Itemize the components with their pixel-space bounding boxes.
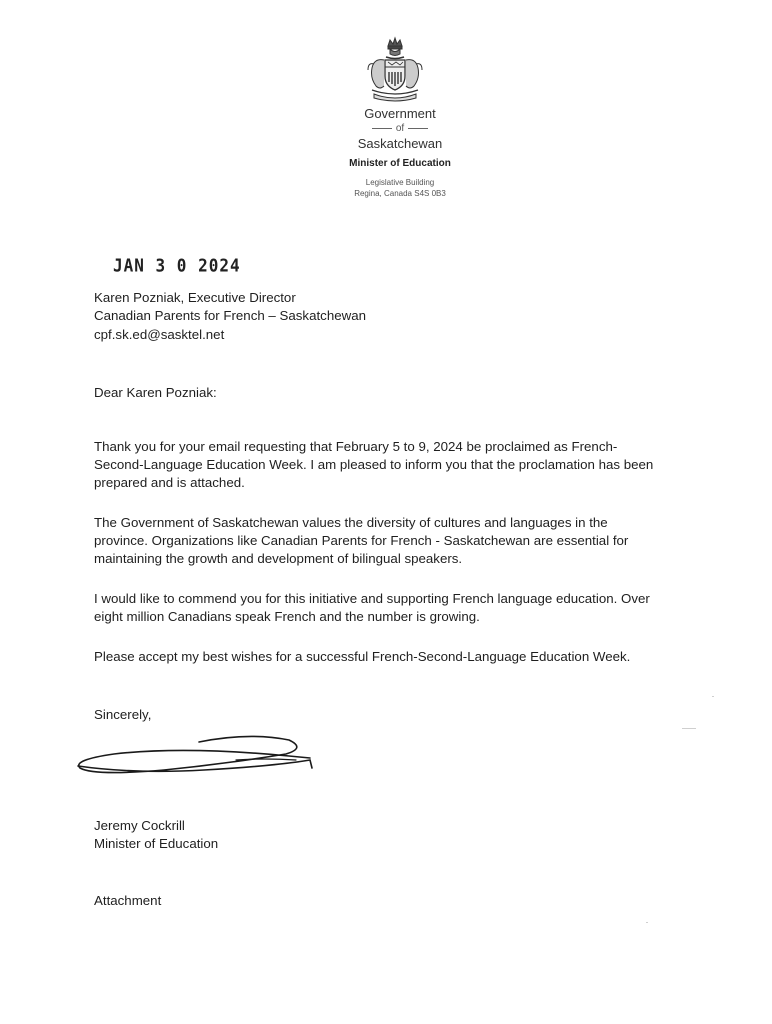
paragraph-line: eight million Canadians speak French and the number is growing. xyxy=(94,609,480,624)
paragraph-line: Please accept my best wishes for a successful French-Second-Language Education Week. xyxy=(94,649,631,664)
scan-speck xyxy=(646,922,648,923)
salutation: Dear Karen Pozniak: xyxy=(94,385,217,400)
paragraph-line: maintaining the growth and development of bilingual speakers. xyxy=(94,551,463,566)
org-of-word: of xyxy=(395,123,405,134)
recipient-organization: Canadian Parents for French – Saskatchewan xyxy=(94,308,367,323)
org-name-line1: Government xyxy=(364,106,436,121)
body-paragraph-1 xyxy=(94,438,704,492)
closing: Sincerely, xyxy=(94,707,152,722)
enclosure-note: Attachment xyxy=(94,893,162,908)
divider xyxy=(408,128,428,129)
department-name: Minister of Education xyxy=(349,158,451,169)
paragraph-line: Thank you for your email requesting that February 5 to 9, 2024 be proclaimed as French- xyxy=(94,439,618,454)
divider xyxy=(372,128,392,129)
scan-speck xyxy=(682,728,696,729)
address-line1: Legislative Building xyxy=(365,178,435,187)
body-paragraph-3 xyxy=(94,590,704,626)
signer-name: Jeremy Cockrill xyxy=(94,818,185,833)
paragraph-line: province. Organizations like Canadian Parents for French - Saskatchewan are essential for xyxy=(94,533,629,548)
paragraph-line: prepared and is attached. xyxy=(94,475,245,490)
paragraph-line: I would like to commend you for this initiative and supporting French language education. Over xyxy=(94,591,650,606)
address-line2: Regina, Canada S4S 0B3 xyxy=(354,189,446,198)
recipient-name-title: Karen Pozniak, Executive Director xyxy=(94,290,296,305)
signature-icon xyxy=(74,730,324,778)
coat-of-arms-icon xyxy=(362,36,428,104)
org-name-of xyxy=(300,123,500,134)
paragraph-line: Second-Language Education Week. I am pleased to inform you that the proclamation has been xyxy=(94,457,654,472)
body-paragraph-2 xyxy=(94,514,704,568)
paragraph-line: The Government of Saskatchewan values the diversity of cultures and languages in the xyxy=(94,515,608,530)
org-name-line3: Saskatchewan xyxy=(357,136,443,151)
body-paragraph-4 xyxy=(94,648,704,666)
scan-speck xyxy=(712,696,714,697)
date-stamp: JAN 3 0 2024 xyxy=(113,255,241,276)
recipient-email: cpf.sk.ed@sasktel.net xyxy=(94,327,225,342)
signer-title: Minister of Education xyxy=(94,836,219,851)
